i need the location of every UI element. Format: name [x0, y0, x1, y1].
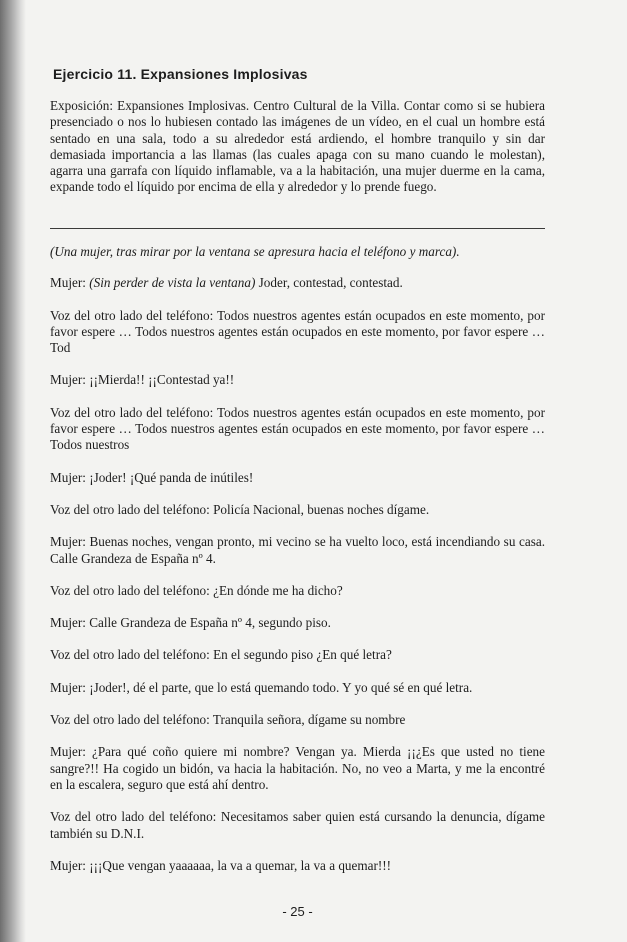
exposition-paragraph: Exposición: Expansiones Implosivas. Centro Cultural de la Villa. Contar como si se hubiera presenciado o nos lo hubiesen contado las imágenes de un vídeo, en el cual un hombre está sentado en una sala, todo a su alrededor está ardiendo, el hombre tranquilo y sin dar demasiada importancia a las llamas (las cuales apaga con su mano cuando le molestan), agarra una garrafa con líquido inflamable, va a la habitación, una mujer duerme en la cama, expande todo el líquido por encima de ella y alrededor y lo prende fuego. [50, 98, 545, 195]
dialog-line-13: Mujer: ¿Para qué coño quiere mi nombre? Vengan ya. Mierda ¡¡¿Es que usted no tiene sangre?!! Ha cogido un bidón, va hacia la habitación. No, no veo a Marta, y me la encontré en la escalera, seguro que está ahí dentro. [50, 744, 545, 792]
dialog-line-9: Mujer: Calle Grandeza de España nº 4, segundo piso. [50, 615, 331, 631]
exercise-title: Ejercicio 11. Expansiones Implosivas [53, 66, 308, 82]
dialog-text: Joder, contestad, contestad. [258, 275, 403, 291]
dialog-line-2: Voz del otro lado del teléfono: Todos nuestros agentes están ocupados en este momento, por favor espere … Todos nuestros agentes están ocupados en este momento, por favor espere … Tod [50, 307, 545, 356]
dialog-line-1 [50, 275, 545, 291]
stage-direction [50, 244, 545, 260]
horizontal-divider [50, 228, 545, 229]
dialog-line-11: Mujer: ¡Joder!, dé el parte, que lo está quemando todo. Y yo qué sé en qué letra. [50, 679, 473, 695]
dialog-line-8: Voz del otro lado del teléfono: ¿En dónde me ha dicho? [50, 582, 343, 598]
dialog-line-15: Mujer: ¡¡¡Que vengan yaaaaaa, la va a quemar, la va a quemar!!! [50, 857, 392, 873]
stage-direction-text: (Una mujer, tras mirar por la ventana se apresura hacia el teléfono y marca). [50, 244, 460, 259]
dialog-line-14: Voz del otro lado del teléfono: Necesitamos saber quien está cursando la denuncia, dígame también su D.N.I. [50, 809, 545, 841]
dialog-section [50, 244, 545, 890]
dialog-line-7: Mujer: Buenas noches, vengan pronto, mi vecino se ha vuelto loco, está incendiando su casa. Calle Grandeza de España nº 4. [50, 534, 545, 566]
document-page [50, 0, 545, 942]
page-number: - 25 - [282, 904, 313, 919]
dialog-line-3: Mujer: ¡¡Mierda!! ¡¡Contestad ya!! [50, 372, 235, 388]
dialog-line-4: Voz del otro lado del teléfono: Todos nuestros agentes están ocupados en este momento, por favor espere … Todos nuestros agentes están ocupados en este momento, por favor espere … Todos nuestros [50, 404, 545, 453]
dialog-line-5: Mujer: ¡Joder! ¡Qué panda de inútiles! [50, 469, 254, 485]
dialog-line-10: Voz del otro lado del teléfono: En el segundo piso ¿En qué letra? [50, 647, 392, 663]
inline-direction: (Sin perder de vista la ventana) [89, 275, 256, 291]
speaker-label: Mujer: [50, 275, 86, 291]
dialog-line-6: Voz del otro lado del teléfono: Policía Nacional, buenas noches dígame. [50, 501, 430, 517]
binding-shadow [0, 0, 26, 942]
dialog-line-12: Voz del otro lado del teléfono: Tranquila señora, dígame su nombre [50, 712, 406, 728]
